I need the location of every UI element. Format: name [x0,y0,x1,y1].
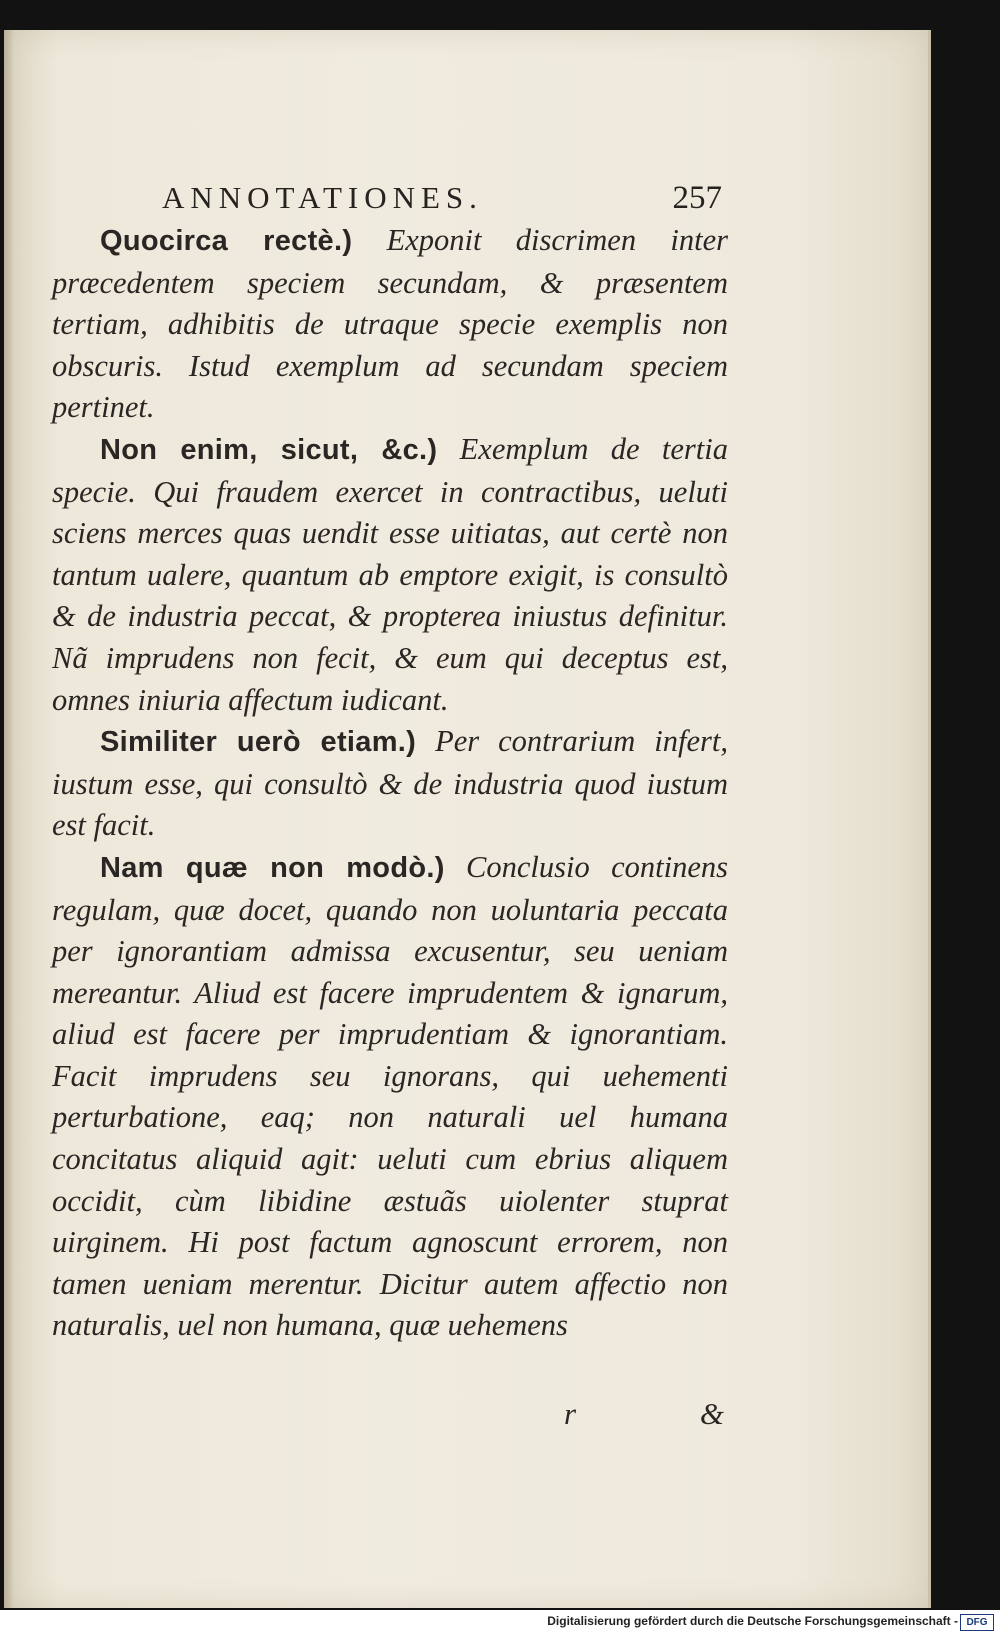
running-title: ANNOTATIONES. [162,180,483,215]
paragraph [52,721,728,847]
book-page [4,30,931,1608]
comment-text: Exponit discrimen inter præcedentem speciem secundam, & præsentem tertiam, adhibitis de utraque specie exemplis non obscuris. Istud exemplum ad secundam speciem pertinet. [52,223,728,425]
comment-text: Conclusio continens regulam, quæ docet, quando non uoluntaria peccata per ignorantiam admissa excusentur, seu ueniam mereantur. Aliud est facere imprudentem & ignarum, aliud est facere per imprudentiam & ignorantiam. Facit imprudens seu ignorans, qui uehementi perturbatione, eaq; non naturali uel humana concitatus aliquid agit: ueluti cum ebrius aliquem occidit, cùm libidine æstuãs uiolenter stuprat uirginem. Hi post factum agnoscunt errorem, non tamen ueniam merentur. Dicitur autem affectio non naturalis, uel non humana, quæ uehemens [52,849,728,1343]
comment-text: Exemplum de tertia specie. Qui fraudem exercet in contractibus, ueluti sciens merces quas uendit esse uitiatas, aut certè non tantum ualere, quantum ab emptore exigit, is consultò & de industria peccat, & propterea iniustus definitur. Nã imprudens non fecit, & eum qui deceptus est, omnes iniuria affectum iudicant. [52,431,728,717]
digitization-footer [0,1610,1000,1635]
comment-text: Per contrarium infert, iustum esse, qui consultò & de industria quod iustum est facit. [52,724,728,843]
funding-credit: Digitalisierung gefördert durch die Deutsche Forschungsgemeinschaft - [547,1614,958,1628]
page-gutter [4,30,14,1608]
lemma: Quocirca rectè.) [100,225,353,257]
lemma: Non enim, sicut, &c.) [100,433,438,466]
paragraph [52,847,728,1347]
dfg-logo-icon[interactable]: DFG [960,1614,994,1631]
signature-mark: r [564,1396,577,1431]
page-number: 257 [672,180,722,216]
page-footer-marks [564,1396,724,1436]
paragraph [52,220,728,429]
running-head [162,180,722,220]
catchword: & [699,1396,724,1431]
lemma: Nam quæ non modò.) [100,851,445,884]
commentary-text [52,220,728,1347]
lemma: Similiter uerò etiam.) [100,726,417,759]
paragraph [52,429,728,721]
